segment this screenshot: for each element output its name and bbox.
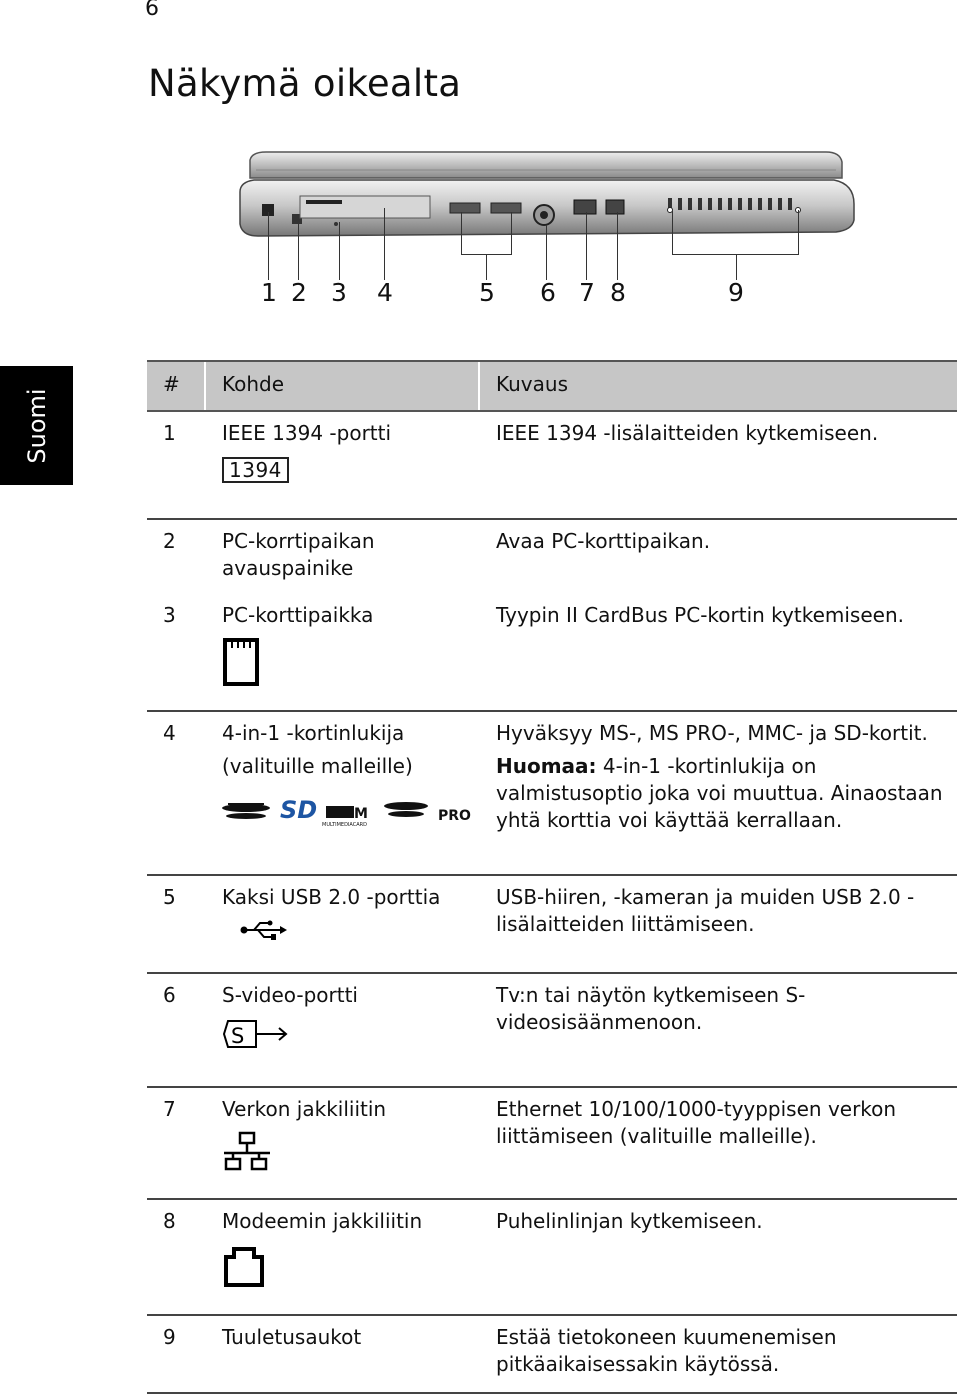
network-icon	[222, 1131, 274, 1173]
row-item: IEEE 1394 -portti	[222, 421, 392, 445]
row-item: PC-korttipaikka	[222, 603, 374, 627]
row-item: Kaksi USB 2.0 -porttia	[222, 885, 441, 909]
callout-1: 1	[261, 278, 277, 307]
header-desc: Kuvaus	[496, 372, 568, 396]
leader-line-5	[486, 254, 487, 280]
callout-7: 7	[579, 278, 595, 307]
row-item-line1: 4-in-1 -kortinlukija	[222, 721, 405, 745]
row-item: Tuuletusaukot	[222, 1325, 362, 1349]
leader-line-2	[298, 222, 299, 280]
modem-icon	[222, 1245, 266, 1289]
ports-table	[147, 360, 957, 1394]
leader-line-6	[546, 225, 547, 280]
leader-bracket-5-right	[511, 212, 512, 254]
svg-text:SD: SD	[280, 796, 318, 824]
row-number: 5	[163, 885, 176, 909]
leader-bracket-9-left	[672, 210, 673, 254]
callout-4: 4	[377, 278, 393, 307]
sd-logo	[280, 796, 317, 824]
note-label: Huomaa:	[496, 754, 597, 778]
memory-stick-pro-logo	[384, 802, 471, 824]
pc-card-icon	[222, 637, 260, 687]
table-row	[147, 520, 957, 596]
usb-icon	[240, 919, 288, 941]
callout-6: 6	[540, 278, 556, 307]
row-number: 7	[163, 1097, 176, 1121]
leader-bracket-9-right	[798, 210, 799, 254]
leader-line-9	[736, 254, 737, 280]
callout-2: 2	[291, 278, 307, 307]
leader-line-8	[617, 212, 618, 280]
table-row	[147, 1200, 957, 1316]
svg-text:S: S	[231, 1024, 245, 1048]
row-number: 6	[163, 983, 176, 1007]
ieee1394-icon: 1394	[222, 457, 289, 483]
s-video-icon	[222, 1017, 292, 1051]
row-number: 1	[163, 421, 176, 445]
row-desc: Ethernet 10/100/1000-tyyppisen verkon liittämiseen (valituille malleille).	[496, 1097, 897, 1148]
row-desc: Tv:n tai näytön kytkemiseen S-videosisäänmenoon.	[496, 983, 806, 1034]
header-item: Kohde	[222, 372, 285, 396]
pro-logo-text: PRO	[438, 808, 471, 824]
table-row	[147, 412, 957, 520]
callout-5: 5	[479, 278, 495, 307]
language-tab	[0, 366, 73, 485]
row-desc: Puhelinlinjan kytkemiseen.	[496, 1209, 763, 1233]
callout-9: 9	[728, 278, 744, 307]
row-desc: USB-hiiren, -kameran ja muiden USB 2.0 -lisälaitteiden liittämiseen.	[496, 885, 915, 936]
row-item: PC-korrtipaikan avauspainike	[222, 529, 375, 580]
row-number: 3	[163, 603, 176, 627]
mmc-logo	[322, 806, 368, 828]
table-row	[147, 1088, 957, 1200]
table-header	[147, 360, 957, 412]
header-num: #	[163, 372, 180, 396]
leader-line-7	[586, 212, 587, 280]
row-desc: Tyypin II CardBus PC-kortin kytkemiseen.	[496, 603, 904, 627]
row-desc: Estää tietokoneen kuumenemisen pitkäaikaisessakin käytössä.	[496, 1325, 837, 1376]
page-number: 6	[145, 0, 159, 21]
table-row	[147, 712, 957, 876]
row-item: Verkon jakkiliitin	[222, 1097, 387, 1121]
table-row	[147, 1316, 957, 1394]
row-desc: Hyväksyy MS-, MS PRO-, MMC- ja SD-kortit.	[496, 721, 928, 745]
leader-line-3	[339, 222, 340, 280]
svg-text:M: M	[354, 806, 368, 822]
row-number: 9	[163, 1325, 176, 1349]
language-tab-label: Suomi	[22, 387, 51, 464]
mmc-logo-text: MULTIMEDIACARD	[322, 822, 367, 828]
page-title: Näkymä oikealta	[148, 62, 462, 105]
memory-stick-logo	[222, 803, 270, 819]
row-number: 8	[163, 1209, 176, 1233]
callout-8: 8	[610, 278, 626, 307]
card-reader-logos	[222, 794, 472, 828]
row-number: 4	[163, 721, 176, 745]
leader-line-1	[268, 212, 269, 280]
table-row	[147, 974, 957, 1088]
leader-line-4	[384, 208, 385, 280]
note-text: 4-in-1 -kortinlukija on valmistusoptio joka voi muuttua. Ainaostaan yhtä korttia voi käyttää kerrallaan.	[496, 754, 943, 832]
leader-bracket-5-left	[461, 212, 462, 254]
row-desc: Avaa PC-korttipaikan.	[496, 529, 711, 553]
table-row	[147, 876, 957, 974]
row-desc: IEEE 1394 -lisälaitteiden kytkemiseen.	[496, 421, 879, 445]
row-item: Modeemin jakkiliitin	[222, 1209, 423, 1233]
callout-3: 3	[331, 278, 347, 307]
row-item: S-video-portti	[222, 983, 358, 1007]
laptop-right-side-illustration	[236, 148, 860, 248]
table-row	[147, 596, 957, 712]
row-number: 2	[163, 529, 176, 553]
row-item-line2: (valituille malleille)	[222, 754, 413, 778]
row-note	[496, 753, 946, 834]
